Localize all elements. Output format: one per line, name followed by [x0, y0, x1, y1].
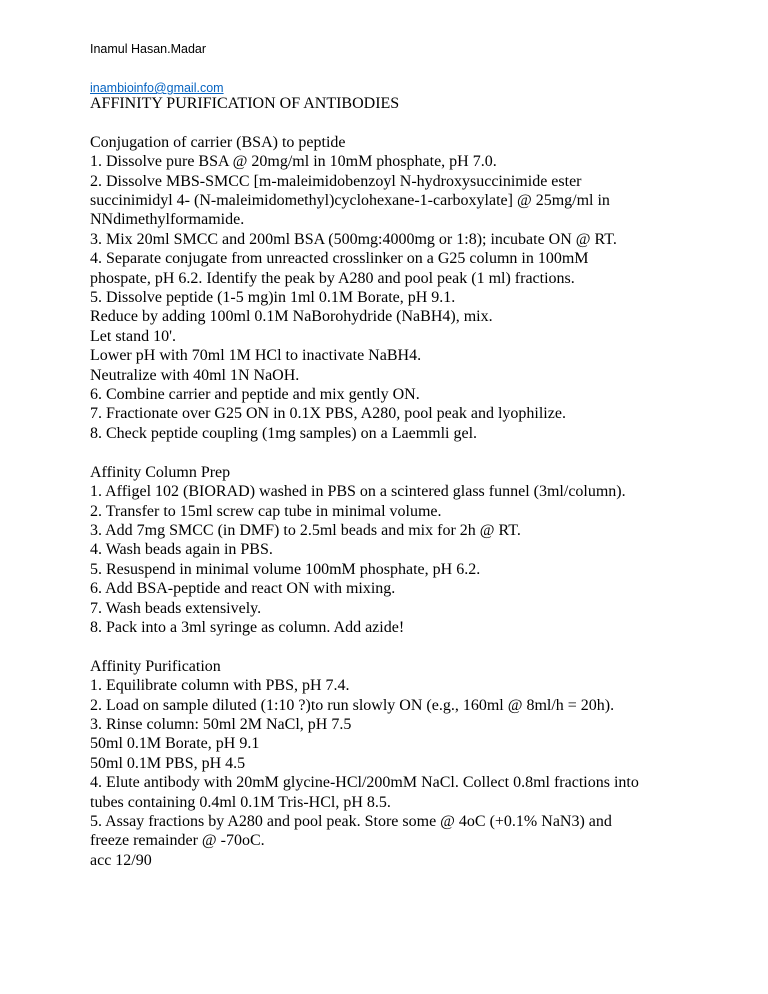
text-line: 8. Check peptide coupling (1mg samples) on a Laemmli gel. — [90, 424, 478, 442]
text-line: 2. Transfer to 15ml screw cap tube in minimal volume. — [90, 502, 442, 520]
text-line: 1. Equilibrate column with PBS, pH 7.4. — [90, 677, 350, 695]
text-line: 5. Dissolve peptide (1-5 mg)in 1ml 0.1M Borate, pH 9.1. — [90, 289, 456, 307]
text-line: 2. Dissolve MBS-SMCC [m-maleimidobenzoyl N-hydroxysuccinimide ester — [90, 172, 582, 190]
text-line: 4. Elute antibody with 20mM glycine-HCl/200mM NaCl. Collect 0.8ml fractions into — [90, 774, 639, 792]
blank-line — [90, 637, 710, 656]
text-line: 4. Wash beads again in PBS. — [90, 541, 273, 559]
document-title: AFFINITY PURIFICATION OF ANTIBODIES — [90, 95, 400, 112]
text-line: 7. Wash beads extensively. — [90, 599, 262, 617]
author-name: Inamul Hasan.Madar — [90, 42, 207, 56]
text-line: 3. Rinse column: 50ml 2M NaCl, pH 7.5 — [90, 715, 352, 733]
document-body — [90, 94, 710, 870]
text-line: 5. Resuspend in minimal volume 100mM phosphate, pH 6.2. — [90, 560, 481, 578]
blank-line — [90, 113, 710, 132]
text-line: 50ml 0.1M Borate, pH 9.1 — [90, 735, 260, 753]
section-heading-purification: Affinity Purification — [90, 657, 221, 675]
text-line: 3. Mix 20ml SMCC and 200ml BSA (500mg:4000mg or 1:8); incubate ON @ RT. — [90, 230, 617, 248]
text-line: 1. Dissolve pure BSA @ 20mg/ml in 10mM phosphate, pH 7.0. — [90, 153, 497, 171]
text-line: 6. Combine carrier and peptide and mix gently ON. — [90, 386, 420, 404]
text-line: 4. Separate conjugate from unreacted crosslinker on a G25 column in 100mM — [90, 250, 589, 268]
text-line: succinimidyl 4- (N-maleimidomethyl)cyclohexane-1-carboxylate] @ 25mg/ml in — [90, 192, 610, 210]
email-link[interactable]: inambioinfo@gmail.com — [90, 81, 224, 95]
text-line: phospate, pH 6.2. Identify the peak by A280 and pool peak (1 ml) fractions. — [90, 269, 575, 287]
text-line: Lower pH with 70ml 1M HCl to inactivate NaBH4. — [90, 347, 422, 365]
text-line: 3. Add 7mg SMCC (in DMF) to 2.5ml beads and mix for 2h @ RT. — [90, 521, 521, 539]
text-line: freeze remainder @ -70oC. — [90, 832, 265, 850]
text-line: 1. Affigel 102 (BIORAD) washed in PBS on a scintered glass funnel (3ml/column). — [90, 483, 626, 501]
section-heading-conjugation: Conjugation of carrier (BSA) to peptide — [90, 133, 346, 151]
text-line: 5. Assay fractions by A280 and pool peak. Store some @ 4oC (+0.1% NaN3) and — [90, 812, 612, 830]
text-line: Neutralize with 40ml 1N NaOH. — [90, 366, 300, 384]
text-line: Reduce by adding 100ml 0.1M NaBorohydride (NaBH4), mix. — [90, 308, 493, 326]
text-line: tubes containing 0.4ml 0.1M Tris-HCl, pH 8.5. — [90, 793, 391, 811]
text-line: 2. Load on sample diluted (1:10 ?)to run slowly ON (e.g., 160ml @ 8ml/h = 20h). — [90, 696, 615, 714]
section-heading-column-prep: Affinity Column Prep — [90, 463, 231, 481]
text-line: NNdimethylformamide. — [90, 211, 245, 229]
text-line: 6. Add BSA-peptide and react ON with mixing. — [90, 580, 396, 598]
text-line: acc 12/90 — [90, 851, 152, 869]
text-line: 7. Fractionate over G25 ON in 0.1X PBS, A280, pool peak and lyophilize. — [90, 405, 566, 423]
text-line: 8. Pack into a 3ml syringe as column. Add azide! — [90, 618, 405, 636]
blank-line — [90, 443, 710, 462]
text-line: Let stand 10'. — [90, 327, 176, 345]
text-line: 50ml 0.1M PBS, pH 4.5 — [90, 754, 246, 772]
